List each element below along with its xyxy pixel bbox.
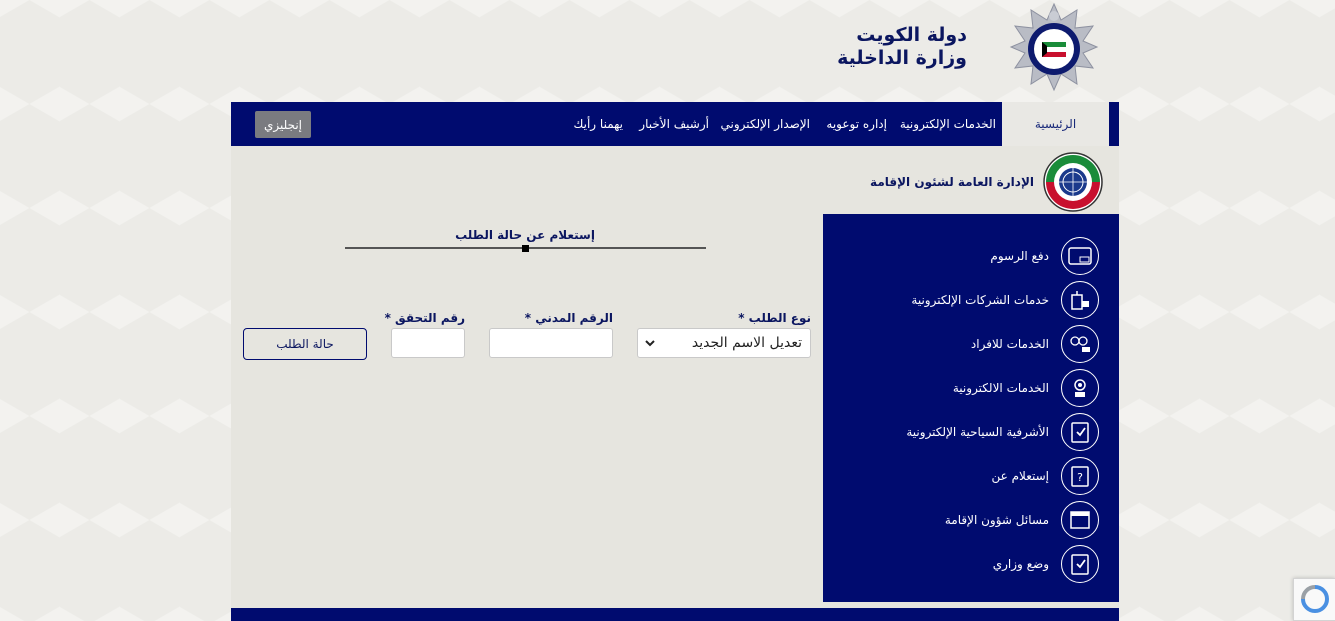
request-type-value: تعديل الاسم الجديد: [691, 335, 802, 351]
nav-news-archive[interactable]: أرشيف الأخبار: [639, 117, 709, 131]
verification-code-input[interactable]: [391, 328, 465, 358]
side-item-label: دفع الرسوم: [990, 249, 1049, 263]
nav-feedback[interactable]: يهمنا رأيك: [573, 117, 623, 131]
building-icon: [1061, 281, 1099, 319]
chevron-down-icon: [644, 336, 656, 354]
footer-bar: [231, 608, 1119, 621]
side-item-inquiry[interactable]: [984, 456, 1100, 496]
side-item-label: الخدمات الالكترونية: [952, 381, 1049, 395]
department-title: الإدارة العامة لشئون الإقامة: [870, 175, 1034, 189]
clipboard-question-icon: [1061, 457, 1099, 495]
side-item-label: مسائل شؤون الإقامة: [944, 513, 1049, 527]
request-type-label: نوع الطلب *: [738, 311, 811, 325]
side-item-label: إستعلام عن: [991, 469, 1049, 483]
police-star-icon: [1009, 2, 1099, 92]
nav-eissuance[interactable]: الإصدار الإلكتروني: [720, 117, 810, 131]
side-item-label: الأشرفية السياحية الإلكترونية: [906, 425, 1049, 439]
side-item-tourist-visa[interactable]: [898, 412, 1099, 452]
civil-id-label: الرقم المدني *: [524, 311, 613, 325]
nav-awareness[interactable]: إداره توعويه: [826, 117, 887, 131]
svg-text:?: ?: [1077, 471, 1083, 484]
side-item-label: خدمات الشركات الإلكترونية: [911, 293, 1049, 307]
site-title: [837, 24, 967, 70]
side-item-company-services[interactable]: [903, 280, 1099, 320]
department-logo: [1042, 151, 1104, 213]
side-item-label: وضع وزاري: [992, 557, 1049, 571]
title-state: دولة الكويت: [856, 24, 967, 46]
side-item-individual-services[interactable]: [963, 324, 1099, 364]
nav-home[interactable]: الرئيسية: [1002, 102, 1109, 146]
kuwait-police-logo[interactable]: [1009, 2, 1099, 92]
clipboard-check-icon: [1061, 413, 1099, 451]
main-nav: [231, 102, 1119, 146]
verification-code-label: رقم التحقق *: [384, 311, 465, 325]
side-item-residency-issues[interactable]: [937, 500, 1099, 540]
person-card-icon: [1061, 369, 1099, 407]
language-button[interactable]: إنجليزي: [255, 111, 311, 138]
clipboard-check-icon: [1061, 545, 1099, 583]
request-type-select[interactable]: [637, 328, 811, 358]
civil-id-input[interactable]: [489, 328, 613, 358]
form-divider-marker: [522, 245, 529, 252]
form-title: إستعلام عن حالة الطلب: [455, 228, 595, 242]
request-status-button[interactable]: حالة الطلب: [243, 328, 367, 360]
side-item-eservices[interactable]: [945, 368, 1099, 408]
nav-eservices[interactable]: الخدمات الإلكترونية: [899, 117, 996, 131]
side-item-pay-fees[interactable]: [982, 236, 1099, 276]
card-icon: [1061, 237, 1099, 275]
residency-emblem-icon: [1042, 151, 1104, 213]
side-item-label: الخدمات للافراد: [970, 337, 1049, 351]
side-item-ministerial-status[interactable]: [985, 544, 1099, 584]
document-icon: [1061, 501, 1099, 539]
side-menu: [823, 214, 1119, 602]
people-icon: [1061, 325, 1099, 363]
recaptcha-icon: [1295, 579, 1335, 619]
title-ministry: وزارة الداخلية: [837, 47, 967, 69]
site-header: [0, 0, 1335, 100]
recaptcha-badge[interactable]: [1293, 578, 1335, 621]
